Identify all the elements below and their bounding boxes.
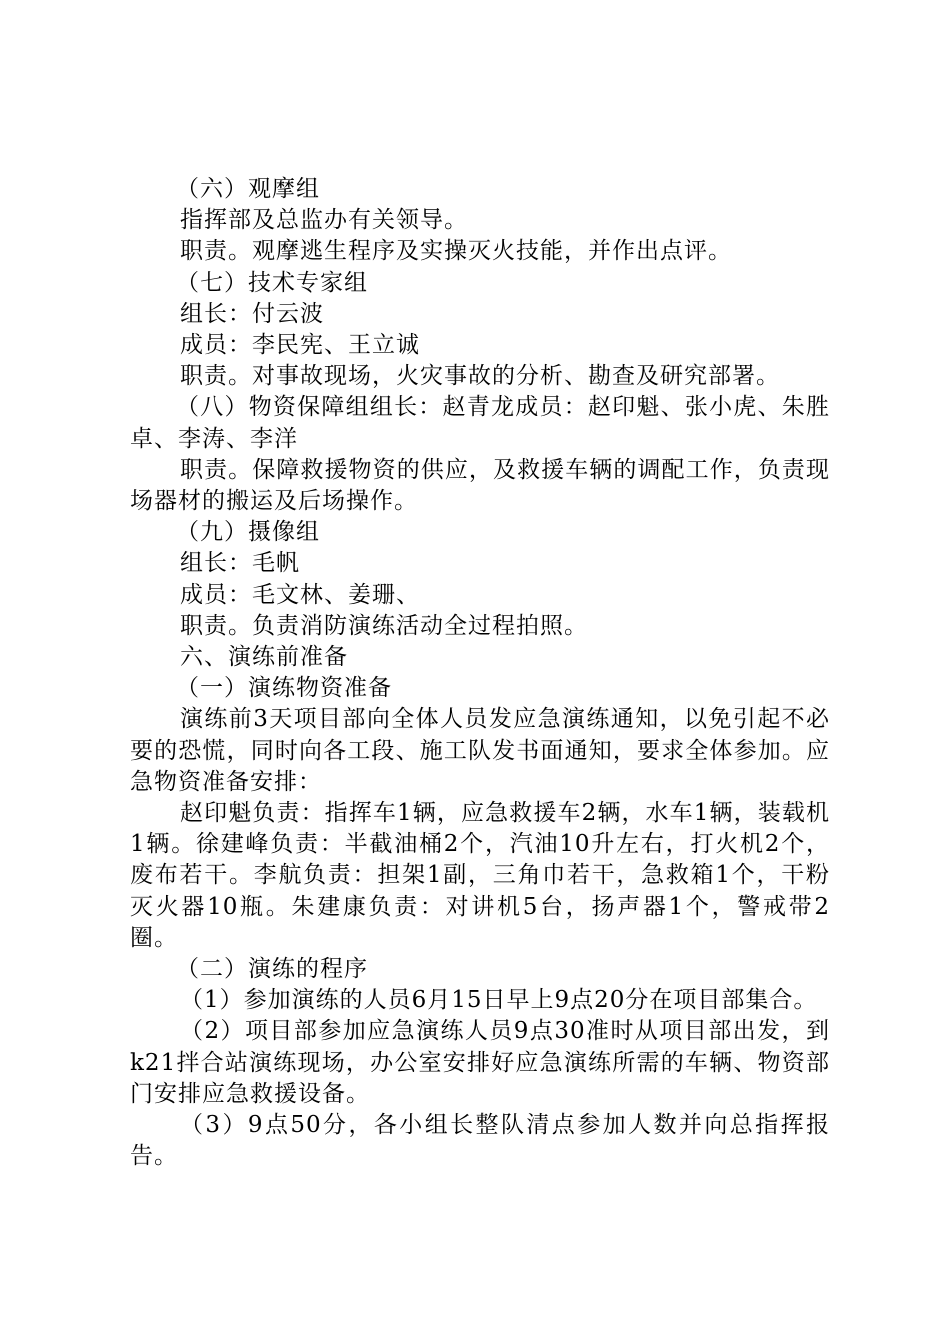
paragraph: 演练前3天项目部向全体人员发应急演练通知，以免引起不必要的恐慌，同时向各工段、施工队发书面通知，要求全体参加。应急物资准备安排：	[130, 706, 830, 795]
heading-supplies-preparation: （一）演练物资准备	[176, 675, 392, 702]
paragraph: 职责。保障救援物资的供应，及救援车辆的调配工作，负责现场器材的搬运及后场操作。	[130, 456, 830, 515]
heading-supply-group: （八）物资保障组组长：赵青龙成员：赵印魁、张小虎、朱胜卓、李涛、李洋	[130, 394, 830, 452]
heading-observation-group: （六）观摩组	[176, 176, 320, 202]
paragraph: 职责。对事故现场，火灾事故的分析、勘查及研究部署。	[180, 363, 780, 390]
document-body	[130, 174, 830, 1173]
paragraph: 成员：毛文林、姜珊、	[180, 581, 420, 608]
paragraph: 组长：毛帆	[180, 550, 300, 577]
section-heading-preparation: 六、演练前准备	[180, 644, 348, 671]
paragraph: 成员：李民宪、王立诚	[180, 332, 420, 359]
paragraph: （3）9点50分，各小组长整队清点参加人数并向总指挥报告。	[130, 1112, 830, 1170]
paragraph: 赵印魁负责：指挥车1辆，应急救援车2辆，水车1辆，装载机1辆。徐建峰负责：半截油桶2个，汽油10升左右，打火机2个，废布若干。李航负责：担架1副，三角巾若干，急救箱1个，干粉灭火器10瓶。朱建康负责：对讲机5台，扬声器1个，警戒带2圈。	[130, 800, 830, 951]
paragraph: 指挥部及总监办有关领导。	[180, 207, 468, 234]
heading-drill-procedure: （二）演练的程序	[176, 956, 368, 983]
paragraph: （1）参加演练的人员6月15日早上9点20分在项目部集合。	[180, 987, 818, 1014]
paragraph: （2）项目部参加应急演练人员9点30准时从项目部出发，到k21拌合站演练现场，办公室安排好应急演练所需的车辆、物资部门安排应急救援设备。	[130, 1018, 830, 1107]
paragraph: 职责。观摩逃生程序及实操灭火技能，并作出点评。	[180, 238, 732, 265]
paragraph: 职责。负责消防演练活动全过程拍照。	[180, 612, 588, 639]
paragraph: 组长：付云波	[180, 300, 324, 327]
heading-camera-group: （九）摄像组	[176, 519, 320, 546]
heading-expert-group: （七）技术专家组	[176, 269, 368, 296]
